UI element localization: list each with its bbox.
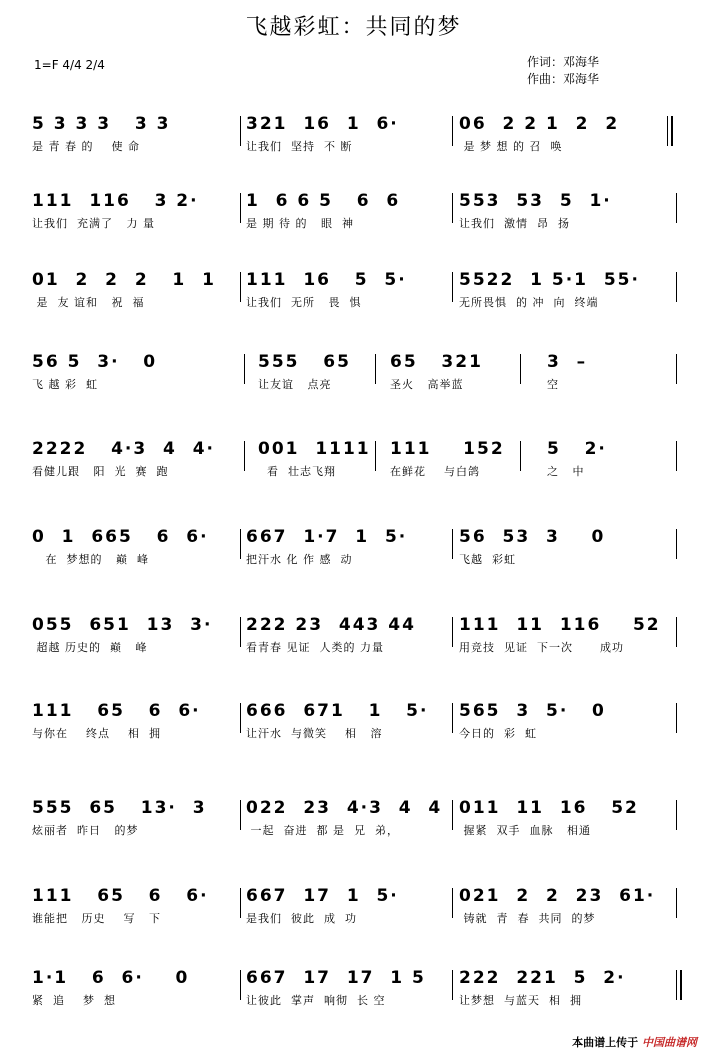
notes-text: 01 2 2 2 1 1 [32,270,216,290]
notes-text: 3 – [547,352,588,372]
notes-text: 222 23 443 44 [246,615,416,635]
lyrics-text: 炫丽者 昨日 的梦 [32,824,139,837]
bar-line [240,193,241,223]
notes-text: 56 5 3· 0 [32,352,158,372]
lyrics-text: 是 期 待 的 眼 神 [246,217,354,230]
bar-line [452,529,453,559]
notation-row [0,108,707,168]
composer-credit: 作曲：邓海华 [527,72,600,86]
bar-line [240,703,241,733]
notation-row [0,433,707,493]
notes-text: 65 321 [390,352,483,372]
lyrics-text: 握紧 双手 血脉 相通 [459,824,591,837]
notes-text: 111 11 116 52 [459,615,661,635]
end-bar-line [676,441,677,471]
bar-line [240,888,241,918]
lyrics-text: 圣火 高举蓝 [390,378,464,391]
notes-text: 555 65 [258,352,351,372]
lyrics-text: 之 中 [547,465,585,478]
bar-line [244,441,245,471]
lyrics-text: 看 壮志飞翔 [258,465,336,478]
notes-text: 2222 4·3 4 4· [32,439,215,459]
notes-text: 011 11 16 52 [459,798,639,818]
lyrics-text: 是我们 彼此 成 功 [246,912,357,925]
bar-line [520,441,521,471]
lyrics-text: 超越 历史的 巅 峰 [32,641,148,654]
end-bar-line [676,529,677,559]
bar-line [240,800,241,830]
lyrics-text: 铸就 青 春 共同 的梦 [459,912,596,925]
bar-line [452,116,453,146]
bar-line [452,800,453,830]
lyrics-text: 在 梦想的 巅 峰 [32,553,149,566]
footer-credit [572,1034,697,1050]
notes-text: 111 65 6 6· [32,701,201,721]
lyrics-text: 让我们 激情 昂 扬 [459,217,570,230]
notes-text: 222 221 5 2· [459,968,626,988]
bar-line [240,617,241,647]
lyrics-text: 把汗水 化 作 感 动 [246,553,353,566]
notation-row [0,521,707,581]
notes-text: 055 651 13 3· [32,615,213,635]
bar-line [240,116,241,146]
notes-text: 5 3 3 3 3 3 [32,114,171,134]
bar-line [520,354,521,384]
lyrics-text: 用竞技 见证 下一次 成功 [459,641,624,654]
bar-line [240,970,241,1000]
notes-text: 5522 1 5·1 55· [459,270,640,290]
notation-row [0,880,707,940]
bar-line [452,970,453,1000]
lyrics-text: 让彼此 掌声 响彻 长 空 [246,994,386,1007]
notation-row [0,792,707,852]
notes-text: 1 6 6 5 6 6 [246,191,401,211]
notes-text: 111 116 3 2· [32,191,199,211]
bar-line [244,354,245,384]
bar-line [452,193,453,223]
notes-text: 5 2· [547,439,607,459]
credits [527,54,599,88]
notes-text: 001 1111 [258,439,371,459]
end-bar-line [676,193,677,223]
lyrics-text: 让我们 坚持 不 断 [246,140,353,153]
notes-text: 021 2 2 23 61· [459,886,656,906]
notes-text: 321 16 1 6· [246,114,399,134]
bar-line [452,272,453,302]
lyrics-text: 紧 追 梦 想 [32,994,116,1007]
end-bar-line [676,888,677,918]
bar-line [240,272,241,302]
lyrics-text: 是 梦 想 的 召 唤 [459,140,563,153]
lyrics-text: 飞 越 彩 虹 [32,378,98,391]
notes-text: 1·1 6 6· 0 [32,968,190,988]
bar-line [375,441,376,471]
lyrics-text: 让我们 充满了 力 量 [32,217,155,230]
end-bar-line [676,617,677,647]
notes-text: 553 53 5 1· [459,191,612,211]
end-bar-line [676,703,677,733]
notation-row [0,609,707,669]
notes-text: 111 65 6 6· [32,886,209,906]
notes-text: 56 53 3 0 [459,527,606,547]
end-bar-line [676,970,682,1000]
end-bar-line [667,116,673,146]
lyrics-text: 让友谊 点亮 [258,378,332,391]
bar-line [375,354,376,384]
lyrics-text: 看青春 见证 人类的 力量 [246,641,384,654]
lyrics-text: 是 友 谊和 祝 福 [32,296,145,309]
notation-row [0,185,707,245]
song-title: 飞越彩虹：共同的梦 [245,15,462,40]
lyrics-text: 看健儿跟 阳 光 赛 跑 [32,465,169,478]
site-logo: 中国曲谱网 [642,1036,697,1049]
bar-line [452,617,453,647]
bar-line [240,529,241,559]
bar-line [452,888,453,918]
footer-prefix: 本曲谱上传于 [572,1036,639,1049]
lyrics-text: 让汗水 与微笑 相 溶 [246,727,383,740]
end-bar-line [676,272,677,302]
lyrics-text: 让我们 无所 畏 惧 [246,296,362,309]
notation-row [0,346,707,406]
notation-row [0,695,707,755]
lyricist-credit: 作词：邓海华 [527,55,600,69]
notation-row [0,264,707,324]
notation-row [0,962,707,1022]
lyrics-text: 谁能把 历史 写 下 [32,912,161,925]
lyrics-text: 空 [547,378,559,391]
notes-text: 0 1 665 6 6· [32,527,209,547]
notes-text: 555 65 13· 3 [32,798,207,818]
notes-text: 022 23 4·3 4 4 [246,798,443,818]
lyrics-text: 让梦想 与蓝天 相 拥 [459,994,582,1007]
notes-text: 667 17 17 1 5 [246,968,426,988]
end-bar-line [676,354,677,384]
notes-text: 565 3 5· 0 [459,701,606,721]
lyrics-text: 今日的 彩 虹 [459,727,537,740]
lyrics-text: 无所畏惧 的 冲 向 终端 [459,296,599,309]
notes-text: 667 1·7 1 5· [246,527,408,547]
end-bar-line [676,800,677,830]
bar-line [452,703,453,733]
notes-text: 06 2 2 1 2 2 [459,114,620,134]
notes-text: 667 17 1 5· [246,886,399,906]
notes-text: 111 152 [390,439,505,459]
key-signature: 1=F 4/4 2/4 [34,58,105,72]
notes-text: 111 16 5 5· [246,270,407,290]
lyrics-text: 一起 奋进 都 是 兄 弟， [246,824,399,837]
lyrics-text: 飞越 彩虹 [459,553,516,566]
lyrics-text: 与你在 终点 相 拥 [32,727,161,740]
notes-text: 666 671 1 5· [246,701,429,721]
lyrics-text: 在鲜花 与白鸽 [390,465,480,478]
lyrics-text: 是 青 春 的 使 命 [32,140,140,153]
